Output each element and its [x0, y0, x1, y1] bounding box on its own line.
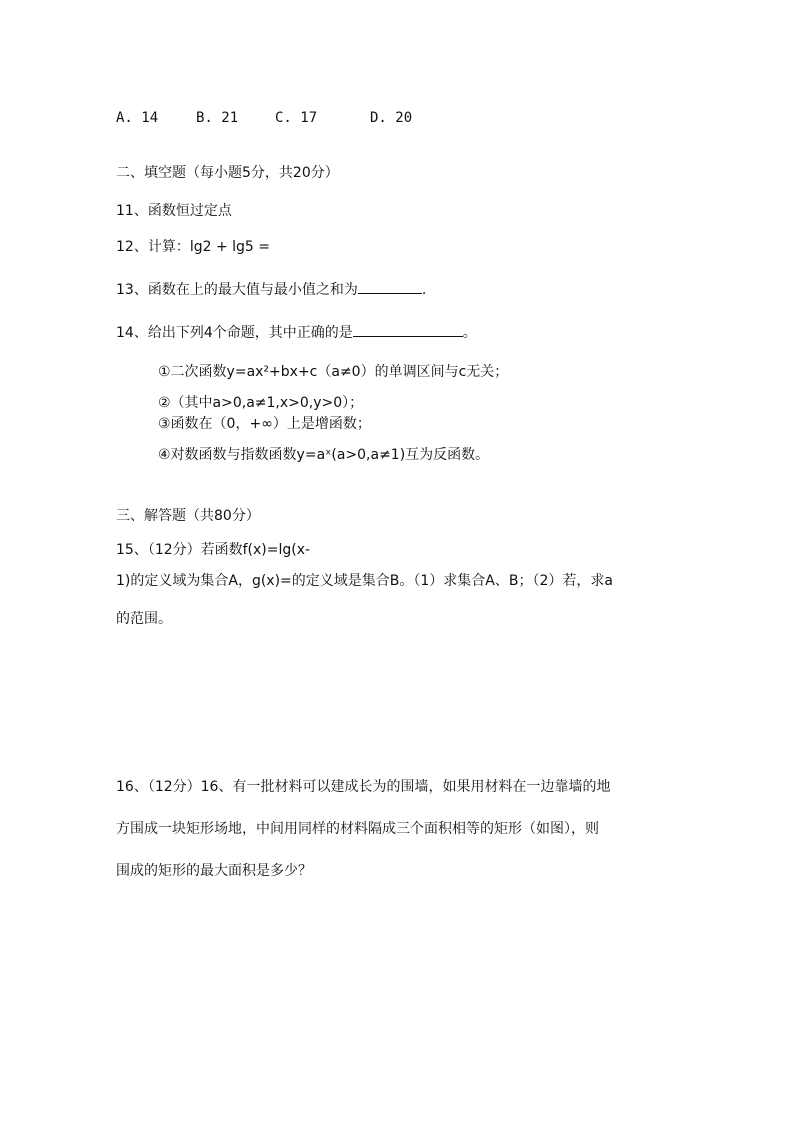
- section2-header: 二、填空题（每小题5分，共20分）: [116, 165, 339, 181]
- question-14-end: 。: [462, 325, 477, 341]
- question-13-end: .: [421, 282, 427, 298]
- section3-header: 三、解答题（共80分）: [116, 508, 260, 524]
- proposition-3: ③函数在（0，+∞）上是增函数；: [158, 416, 371, 432]
- question-15-line-2: 1)的定义域为集合A，g(x)=的定义域是集合B。（1）求集合A、B；（2）若，求a: [116, 573, 613, 589]
- question-15-line-3: 的范围。: [116, 611, 172, 627]
- proposition-2: ②（其中a>0,a≠1,x>0,y>0）；: [158, 395, 364, 411]
- question-14: [116, 322, 477, 342]
- question-13: [116, 279, 426, 299]
- answer-blank: [353, 322, 463, 337]
- question-16-line-1: 16、（12分）16、有一批材料可以建成长为的围墙，如果用材料在一边靠墙的地: [116, 779, 611, 795]
- answer-blank: [358, 279, 422, 294]
- question-14-text: 14、给出下列4个命题，其中正确的是: [116, 325, 353, 341]
- question-11: 11、函数恒过定点: [116, 203, 232, 219]
- option-d: D. 20: [370, 110, 413, 126]
- proposition-4: ④对数函数与指数函数y=aˣ(a>0,a≠1)互为反函数。: [158, 447, 490, 463]
- option-b: B. 21: [196, 110, 239, 126]
- option-c: C. 17: [275, 110, 318, 126]
- question-13-text: 13、函数在上的最大值与最小值之和为: [116, 282, 358, 298]
- question-16-line-2: 方围成一块矩形场地，中间用同样的材料隔成三个面积相等的矩形（如图），则: [116, 821, 599, 837]
- option-a: A. 14: [116, 110, 159, 126]
- proposition-1: ①二次函数y=ax²+bx+c（a≠0）的单调区间与c无关；: [158, 364, 509, 380]
- question-12: 12、计算：lg2 + lg5 =: [116, 239, 270, 255]
- question-15-line-1: 15、（12分）若函数f(x)=lg(x-: [116, 542, 311, 558]
- question-16-line-3: 围成的矩形的最大面积是多少？: [116, 863, 312, 879]
